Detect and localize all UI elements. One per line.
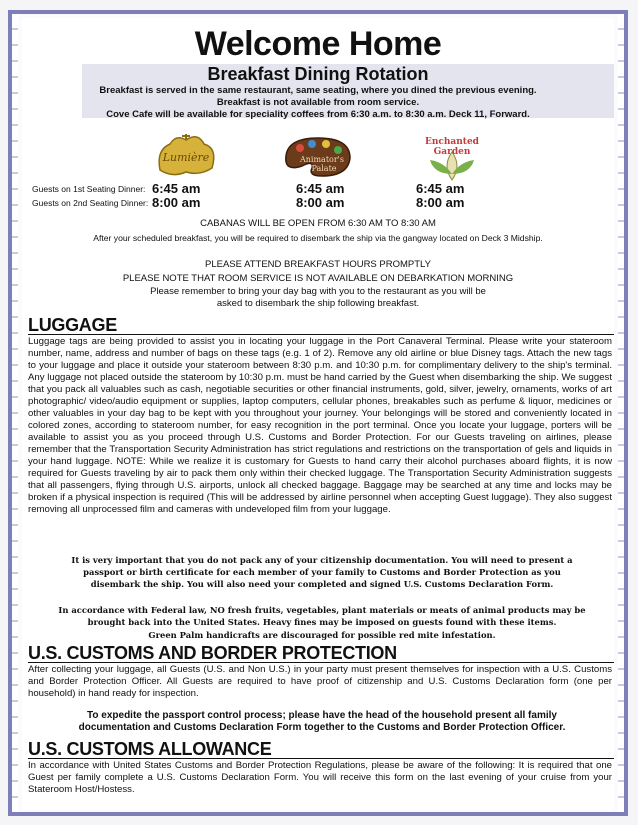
notice-line-1: PLEASE ATTEND BREAKFAST HOURS PROMPTLY: [205, 259, 431, 270]
luggage-rule: [28, 334, 614, 335]
lumieres-first-time: 6:45 am: [152, 181, 201, 196]
document-body: [22, 18, 614, 810]
animators-second-time: 8:00 am: [296, 195, 345, 210]
second-seating-label: Guests on 2nd Seating Dinner:: [32, 198, 149, 208]
animators-palate-logo: [278, 130, 358, 184]
svg-text:Palate: Palate: [311, 164, 337, 173]
first-seating-label: Guests on 1st Seating Dinner:: [32, 184, 146, 194]
federal-law-notice: In accordance with Federal law, NO fresh fruits, vegetables, plant materials or meats of animal products may be brought back into the United States. Heavy fines may be imposed on guests found with these items.: [58, 605, 586, 627]
intro-line-2: Breakfast is not available from room service.: [216, 97, 420, 108]
customs-body: After collecting your luggage, all Guests (U.S. and Non U.S.) in your party must present themselves for inspection with a U.S. Customs and Border Protection Officer. All Guests are required to have proof of citizenship and U.S. Customs Declaration form (one per household) in hand ready for inspection.: [28, 664, 612, 699]
svg-text:Enchanted: Enchanted: [425, 137, 479, 147]
allowance-rule: [28, 758, 614, 759]
page-subtitle: Breakfast Dining Rotation: [207, 64, 429, 84]
customs-expedite-notice: To expedite the passport control process; please have the head of the household present all family documentation and Customs Declaration Form together to the Customs and Border Protection Officer.: [78, 710, 566, 733]
enchanted-garden-logo: [412, 130, 492, 184]
svg-text:Lumière: Lumière: [162, 151, 210, 164]
notice-line-2: PLEASE NOTE THAT ROOM SERVICE IS NOT AVAILABLE ON DEBARKATION MORNING: [122, 273, 514, 284]
luggage-body: Luggage tags are being provided to assist you in locating your luggage in the Port Canaveral Terminal. Please write your stateroom number, name, address and number of bags on these tags (e.g. 1 of 2). Remove any old airline or blue Disney tags. Attach the new tags to your luggage and place it outside your stateroom between 8:30 p.m. and 10:30 p.m. for complimentary delivery to the ship's terminal. Any luggage not placed outside the stateroom by 10:30 p.m. must be hand carried by the Guest when disembarking the ship. We suggest that you pack all valuables such as cash, negotiable securities or other financial instruments, gold, silver, jewelry, ornaments, works of art photographic/ video/audio equipment or supplies, laptop computers, cellular phones, breakables such as perfume & liquor, medicines or other valuables in your day bag to be kept with you throughout your journey. Your belongings will be stored and conveniently located in colored zones, according to stateroom number, for easy recognition in the port terminal. Once you locate your luggage, porters will be available to assist you as you proceed through U.S. Customs and Border Protection. For our Guests traveling on airlines, please remember that the Transportation Security Administration has strict regulations and restrictions on the transportation of gels and liquids in your hand luggage. NOTE: While we realize it is customary for Guests to hand carry their alcohol purchases aboard flights, it is now required for Guests traveling by air to pack them only within their checked luggage. The Transportation Security Administration suggests that all passengers, flying through U.S. airports, unlock all checked baggage. Baggage may be searched at any time and locks may be broken if a physical inspection is required (This will be addressed by airline personnel when accepting Guest luggage). They also suggest removing all unprocessed film and cameras with undeveloped film from your luggage.: [28, 336, 612, 515]
cabanas-notice: CABANAS WILL BE OPEN FROM 6:30 AM TO 8:30 AM: [200, 218, 436, 229]
notice-line-3: Please remember to bring your day bag with you to the restaurant as you will be: [150, 286, 486, 297]
svg-text:Garden: Garden: [433, 147, 471, 157]
intro-line-1: Breakfast is served in the same restaurant, same seating, where you dined the previous evening.: [99, 85, 537, 96]
svg-text:Animator's: Animator's: [299, 155, 345, 164]
luggage-heading: LUGGAGE: [28, 315, 117, 335]
disembark-notice: After your scheduled breakfast, you will be required to disembark the ship via the gangway located on Deck 3 Midship.: [93, 233, 543, 243]
intro-line-3: Cove Cafe will be available for speciality coffees from 6:30 a.m. to 8:30 a.m. Deck 11, Forward.: [106, 109, 530, 120]
notice-line-4: asked to disembark the ship following breakfast.: [216, 298, 420, 309]
lumieres-second-time: 8:00 am: [152, 195, 201, 210]
lumieres-logo: [146, 130, 226, 184]
customs-heading: U.S. CUSTOMS AND BORDER PROTECTION: [28, 643, 397, 663]
citizenship-notice: It is very important that you do not pack any of your citizenship documentation. You will need to present a passport or birth certificate for each member of your family to Customs and Border Protection as you disembark the ship. You will also need your completed and signed U.S. Customs Declaration Form.: [71, 555, 573, 589]
green-palm-notice: Green Palm handicrafts are discouraged for possible red mite infestation.: [148, 630, 496, 640]
page-title: Welcome Home: [194, 25, 442, 63]
animators-first-time: 6:45 am: [296, 181, 345, 196]
garden-first-time: 6:45 am: [416, 181, 465, 196]
customs-rule: [28, 662, 614, 663]
allowance-body: In accordance with United States Customs and Border Protection Regulations, please be aware of the following: It is required that one Guest per family complete a U.S. Customs Declaration Form. You will receive this form on the last evening of your cruise from your Stateroom Host/Hostess.: [28, 760, 612, 795]
allowance-heading: U.S. CUSTOMS ALLOWANCE: [28, 739, 272, 759]
garden-second-time: 8:00 am: [416, 195, 465, 210]
